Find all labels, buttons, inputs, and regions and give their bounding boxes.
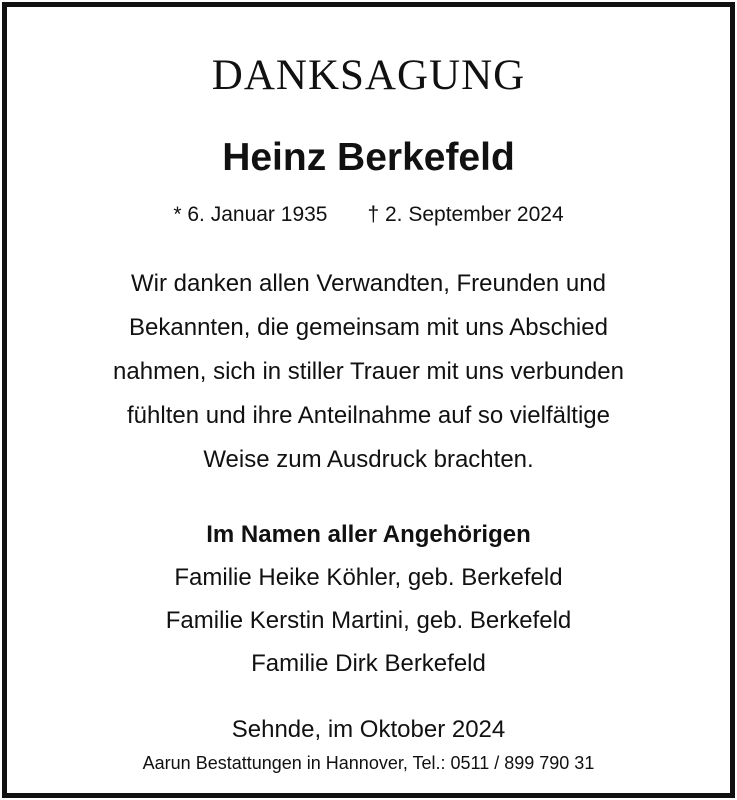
birth-date: * 6. Januar 1935 xyxy=(173,203,328,226)
family-line: Familie Heike Köhler, geb. Berkefeld xyxy=(174,564,563,591)
place-date: Sehnde, im Oktober 2024 xyxy=(231,716,506,743)
thanks-line: Bekannten, die gemeinsam mit uns Abschied xyxy=(129,314,608,341)
thanks-text xyxy=(27,262,710,482)
signers-block xyxy=(7,513,730,685)
funeral-home-footer: Aarun Bestattungen in Hannover, Tel.: 0511 / 899 790 31 xyxy=(142,753,595,773)
signers-heading: Im Namen aller Angehörigen xyxy=(206,521,531,548)
thanks-line: fühlten und ihre Anteilnahme auf so vielfältige xyxy=(127,402,610,429)
life-dates xyxy=(7,201,730,229)
family-line: Familie Dirk Berkefeld xyxy=(251,650,486,677)
notice-content xyxy=(7,7,730,793)
thanks-line: Weise zum Ausdruck brachten. xyxy=(203,446,534,473)
notice-frame xyxy=(2,2,735,798)
family-line: Familie Kerstin Martini, geb. Berkefeld xyxy=(165,607,572,634)
death-date: † 2. September 2024 xyxy=(367,203,564,226)
thanks-line: Wir danken allen Verwandten, Freunden und xyxy=(131,270,606,297)
thanks-line: nahmen, sich in stiller Trauer mit uns verbunden xyxy=(113,358,624,385)
notice-title: DANKSAGUNG xyxy=(211,52,526,99)
deceased-name: Heinz Berkefeld xyxy=(222,136,515,179)
